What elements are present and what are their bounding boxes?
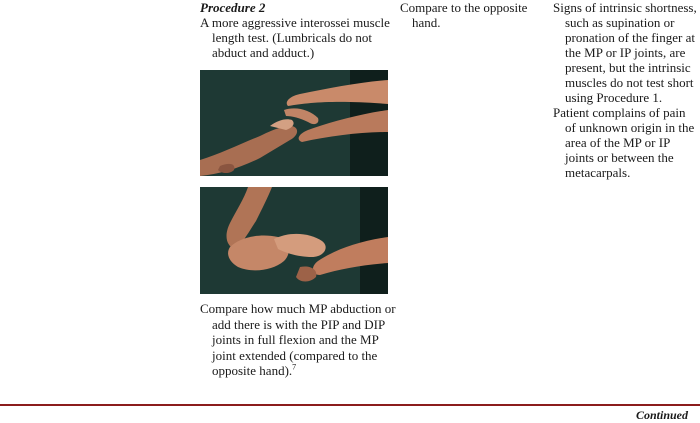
continued-label: Continued <box>635 408 688 422</box>
procedure-photo-1 <box>200 70 388 176</box>
caption-text: Compare how much MP abduction or add there is with the PIP and DIP joints in full flexion and the MP joint extended (compared to the opposite hand). <box>200 301 396 378</box>
caption-reference: 7 <box>292 362 297 372</box>
procedure-title: Procedure 2 <box>200 0 266 15</box>
procedure-description: A more aggressive interossei muscle length test. (Lumbricals do not abduct and adduct.) <box>200 15 390 60</box>
indication-1: Signs of intrinsic shortness, such as supination or pronation of the finger at the MP or IP joints, are present, but the intrinsic muscles do not test short using Procedure 1. <box>553 0 697 105</box>
hands-photo-1-illustration <box>200 70 388 176</box>
indication-2: Patient complains of pain of unknown origin in the area of the MP or IP joints or between the metacarpals. <box>553 105 695 180</box>
indications-column <box>553 0 698 180</box>
comparison-column <box>400 0 540 30</box>
procedure-photo-2 <box>200 187 388 294</box>
footer-divider <box>0 404 700 406</box>
photo-caption <box>200 301 402 379</box>
procedure-column <box>200 0 390 60</box>
hands-photo-2-illustration <box>200 187 388 294</box>
comparison-text: Compare to the opposite hand. <box>400 0 528 30</box>
